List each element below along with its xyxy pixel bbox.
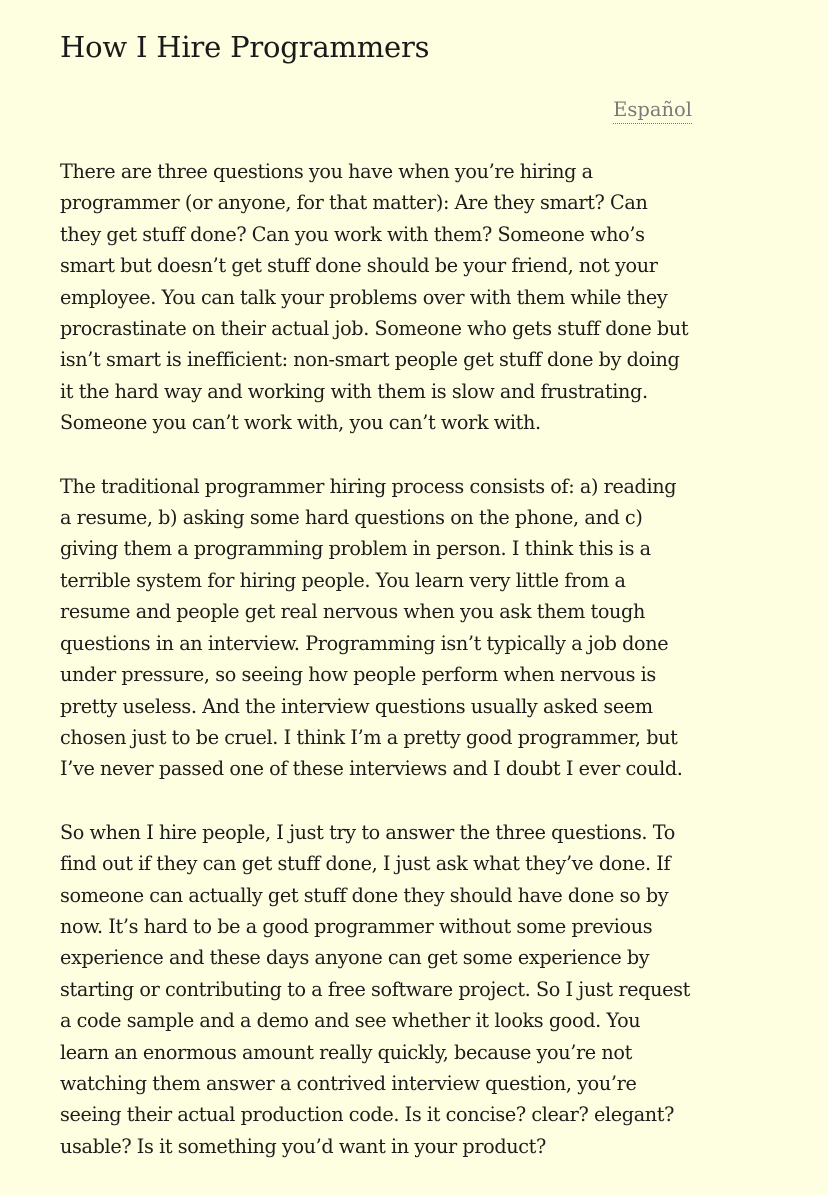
paragraph-2: The traditional programmer hiring process consists of: a) reading a resume, b) asking some hard questions on the phone, and c) giving them a programming problem in person. I think this is a terrible system for hiring people. You learn very little from a resume and people get real nervous when you ask them tough questions in an interview. Programming isn’t typically a job done under pressure, so seeing how people perform when nervous is pretty useless. And the interview questions usually asked seem chosen just to be cruel. I think I’m a pretty good programmer, but I’ve never passed one of these interviews and I doubt I ever could.	[60, 474, 683, 781]
article	[60, 0, 692, 1158]
paragraph-3: So when I hire people, I just try to answer the three questions. To find out if they can get stuff done, I just ask what they’ve done. If someone can actually get stuff done they should have done so by now. It’s hard to be a good programmer without some previous experience and these days anyone can get some experience by starting or contributing to a free software project. So I just request a code sample and a demo and see whether it looks good. You learn an enormous amount really quickly, because you’re not watching them answer a contrived interview question, you’re seeing their actual production code. Is it concise? clear? elegant? usable? Is it something you’d want in your product?	[60, 820, 690, 1158]
language-link-spanish[interactable]: Español	[613, 97, 692, 124]
article-body	[60, 156, 692, 1194]
paragraph-1: There are three questions you have when you’re hiring a programmer (or anyone, for that matter): Are they smart? Can they get stuff done? Can you work with them? Someone who’s smart but doesn’t get stuff done should be your friend, not your employee. You can talk your problems over with them while they procrastinate on their actual job. Someone who gets stuff done but isn’t smart is inefficient: non-smart people get stuff done by doing it the hard way and working with them is slow and frustrating. Someone you can’t work with, you can’t work with.	[60, 160, 689, 435]
page-title: How I Hire Programmers	[60, 30, 430, 64]
